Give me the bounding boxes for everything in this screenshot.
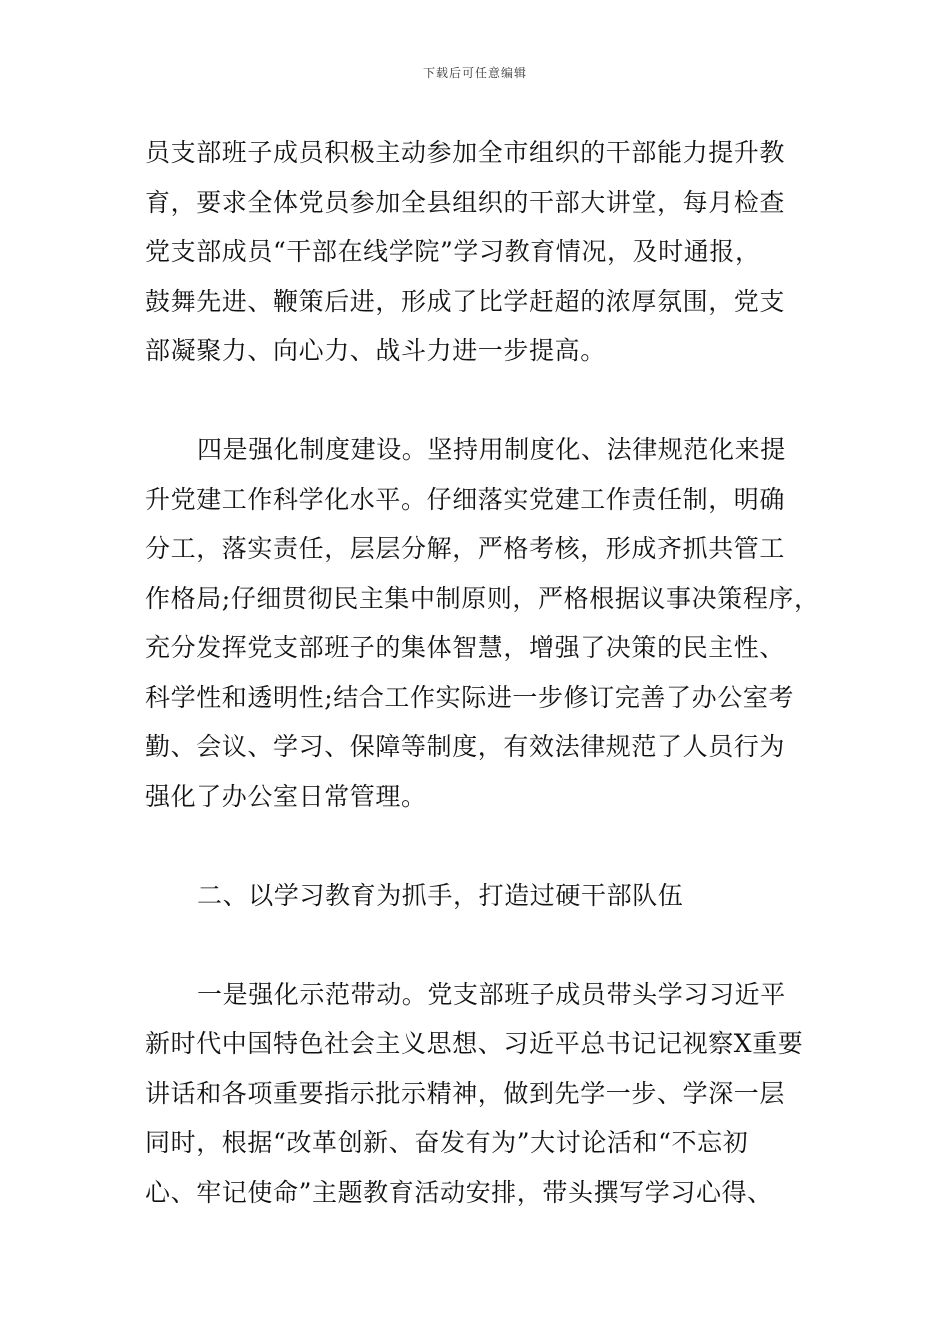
paragraph-gap	[145, 376, 825, 426]
text-line: 一是强化示范带动。党支部班子成员带头学习习近平	[197, 979, 786, 1009]
paragraph-gap	[145, 920, 825, 970]
text-line: 作格局;仔细贯彻民主集中制原则，严格根据议事决策程序，	[145, 583, 820, 613]
paragraph-gap	[145, 821, 825, 871]
text-line: 科学性和透明性;结合工作实际进一步修订完善了办公室考	[145, 682, 795, 712]
paragraph-party-branch-training	[145, 128, 825, 376]
text-line: 分工，落实责任，层层分解，严格考核，形成齐抓共管工	[145, 534, 786, 563]
text-line: 员支部班子成员积极主动参加全市组织的干部能力提升教	[145, 138, 786, 167]
text-line: 鼓舞先进、鞭策后进，形成了比学赶超的浓厚氛围，党支	[145, 286, 786, 316]
section-heading	[145, 871, 825, 921]
text-line: 部凝聚力、向心力、战斗力进一步提高。	[145, 336, 606, 365]
page-header: 下载后可任意编辑	[422, 66, 527, 80]
section-heading-text: 二、以学习教育为抓手，打造过硬干部队伍	[197, 880, 684, 910]
text-line: 党支部成员“干部在线学院”学习教育情况，及时通报，	[145, 237, 761, 266]
paragraph-exemplary-leadership	[145, 970, 825, 1218]
text-line: 勤、会议、学习、保障等制度，有效法律规范了人员行为	[145, 732, 786, 761]
document-body	[145, 128, 825, 1217]
text-line: 新时代中国特色社会主义思想、习近平总书记记视察X重要	[145, 1029, 804, 1058]
text-line: 四是强化制度建设。坚持用制度化、法律规范化来提	[197, 435, 786, 464]
text-line: 育，要求全体党员参加全县组织的干部大讲堂，每月检查	[145, 187, 786, 217]
text-line: 同时，根据“改革创新、奋发有为”大讨论活和“不忘初	[145, 1128, 749, 1157]
text-line: 充分发挥党支部班子的集体智慧，增强了决策的民主性、	[145, 633, 786, 662]
text-line: 强化了办公室日常管理。	[145, 781, 427, 811]
text-line: 讲话和各项重要指示批示精神，做到先学一步、学深一层	[145, 1078, 786, 1108]
paragraph-system-building	[145, 425, 825, 821]
text-line: 心、牢记使命”主题教育活动安排，带头撰写学习心得、	[145, 1177, 773, 1207]
text-line: 升党建工作科学化水平。仔细落实党建工作责任制，明确	[145, 484, 786, 514]
